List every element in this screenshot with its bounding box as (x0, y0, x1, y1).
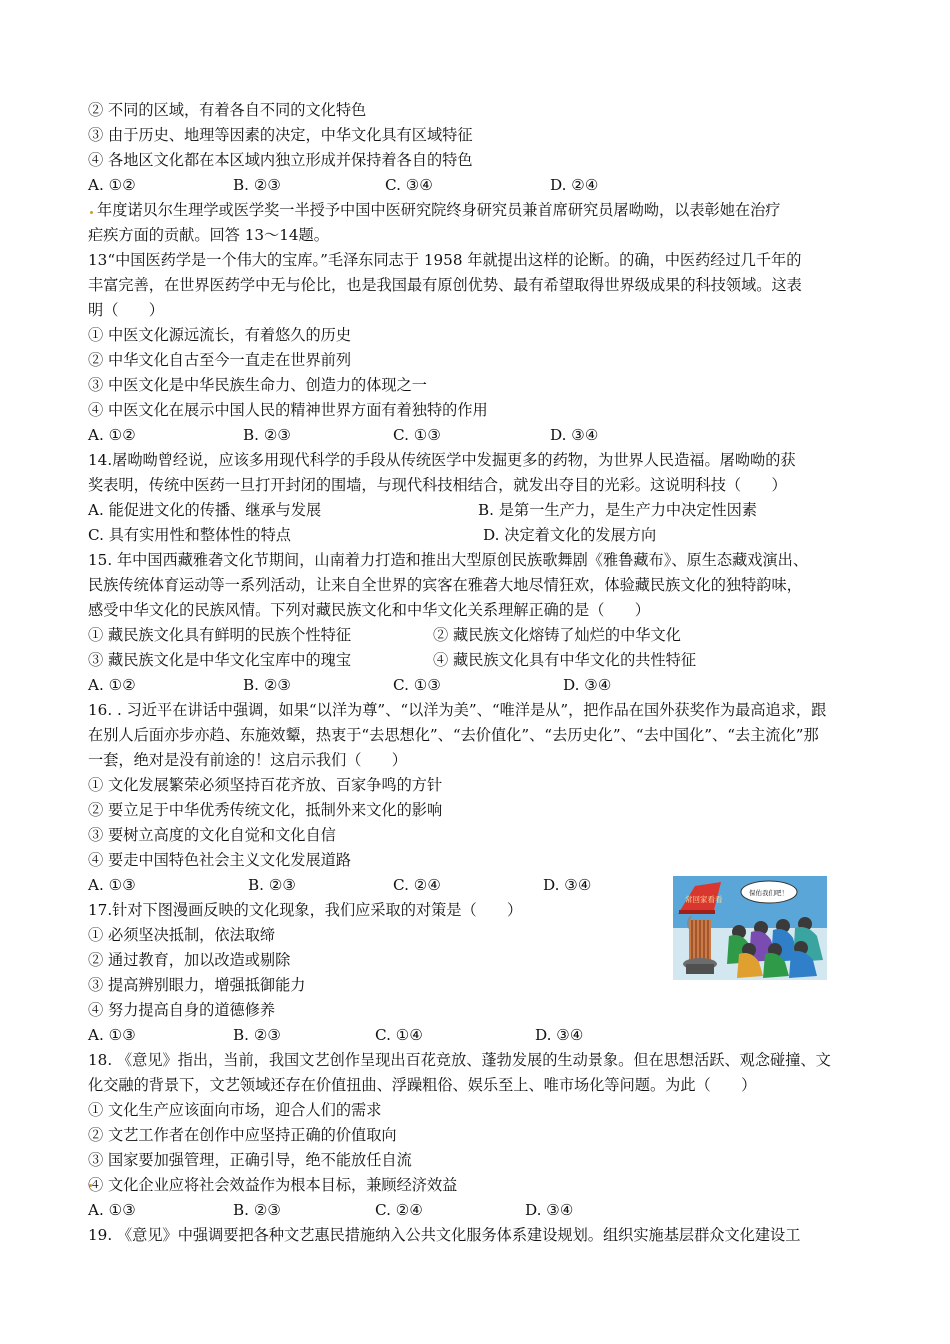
question-16-stem: 在别人后面亦步亦趋、东施效颦，热衷于“去思想化”、“去价值化”、“去历史化”、“去中国化”、“去主流化”那 (88, 726, 819, 744)
option-c: C. ①③ (393, 426, 441, 444)
question-13-stem: 明（ ） (88, 301, 164, 319)
statement: ② 中华文化自古至今一直走在世界前列 (88, 351, 352, 369)
statement: ④ 藏民族文化具有中华文化的共性特征 (433, 651, 697, 669)
option-b: B. ②③ (233, 1201, 282, 1219)
option-d: D. ③④ (543, 876, 592, 894)
statement: ① 必须坚决抵制，依法取缔 (88, 926, 276, 944)
option-d: D. ②④ (550, 176, 599, 194)
option-a: A. ①② (88, 426, 136, 444)
option-c: C. ②④ (393, 876, 441, 894)
statement: ③ 国家要加强管理，正确引导，绝不能放任自流 (88, 1151, 412, 1169)
option-b: B. 是第一生产力，是生产力中决定性因素 (478, 501, 758, 519)
option-c: C. 具有实用性和整体性的特点 (88, 526, 291, 544)
statement: ④ 要走中国特色社会主义文化发展道路 (88, 851, 352, 869)
option-c: C. ③④ (385, 176, 433, 194)
question-19-stem: 19. 《意见》中强调要把各种文艺惠民措施纳入公共文化服务体系建设规划。组织实施基层群众文化建设工 (88, 1226, 801, 1244)
statement: ③ 提高辨别眼力，增强抵御能力 (88, 976, 306, 994)
option-c: C. ②④ (375, 1201, 423, 1219)
option-c: C. ①④ (375, 1026, 423, 1044)
option-a: A. 能促进文化的传播、继承与发展 (88, 501, 322, 519)
question-16-stem: 16. . 习近平在讲话中强调，如果“以洋为尊”、“以洋为美”、“唯洋是从”，把作品在国外获奖作为最高追求，跟 (88, 701, 827, 719)
question-17-stem: 17.针对下图漫画反映的文化现象，我们应采取的对策是（ ） (88, 901, 523, 919)
question-15-stem: 感受中华文化的民族风情。下列对藏民族文化和中华文化关系理解正确的是（ ） (88, 601, 650, 619)
bubble-text: 保佑我们吧！ (749, 889, 788, 897)
option-b: B. ②③ (243, 426, 292, 444)
statement: ② 文艺工作者在创作中应坚持正确的价值取向 (88, 1126, 397, 1144)
question-intro: 疟疾方面的贡献。回答 13～14题。 (88, 226, 329, 244)
statement: ① 文化发展繁荣必须坚持百花齐放、百家争鸣的方针 (88, 776, 443, 794)
statement: ② 通过教育，加以改造或剔除 (88, 951, 291, 969)
sign-text: 常回家看看 (685, 895, 723, 904)
scan-speck (90, 211, 93, 214)
option-a: A. ①③ (88, 1201, 136, 1219)
option-b: B. ②③ (233, 176, 282, 194)
option-a: A. ①② (88, 676, 136, 694)
statement: ① 藏民族文化具有鲜明的民族个性特征 (88, 626, 352, 644)
option-b: B. ②③ (248, 876, 297, 894)
question-intro: 年度诺贝尔生理学或医学奖一半授予中国中医研究院终身研究员兼首席研究员屠呦呦，以表彰她在治疗 (97, 201, 781, 219)
statement: ④ 中医文化在展示中国人民的精神世界方面有着独特的作用 (88, 401, 488, 419)
text-line: ④ 各地区文化都在本区域内独立形成并保持着各自的特色 (88, 151, 473, 169)
statement: ③ 藏民族文化是中华文化宝库中的瑰宝 (88, 651, 352, 669)
option-d: D. ③④ (550, 426, 599, 444)
question-14-stem: 14.屠呦呦曾经说，应该多用现代科学的手段从传统医学中发掘更多的药物，为世界人民造福。屠呦呦的获 (88, 451, 796, 469)
question-15-stem: 15. 年中国西藏雅砻文化节期间，山南着力打造和推出大型原创民族歌舞剧《雅鲁藏布》、原生态藏戏演出、 (88, 551, 809, 569)
option-a: A. ①② (88, 176, 136, 194)
question-14-stem: 奖表明，传统中医药一旦打开封闭的围墙，与现代科技相结合，就发出夺目的光彩。这说明科技（ ） (88, 476, 787, 494)
option-b: B. ②③ (243, 676, 292, 694)
text-line: ③ 由于历史、地理等因素的决定，中华文化具有区域特征 (88, 126, 473, 144)
option-d: D. ③④ (535, 1026, 584, 1044)
question-13-stem: 丰富完善，在世界医药学中无与伦比，也是我国最有原创优势、最有希望取得世界级成果的科技领域。这表 (88, 276, 802, 294)
option-a: A. ①③ (88, 1026, 136, 1044)
option-b: B. ②③ (233, 1026, 282, 1044)
statement: ① 文化生产应该面向市场，迎合人们的需求 (88, 1101, 382, 1119)
statement: ① 中医文化源远流长，有着悠久的历史 (88, 326, 352, 344)
option-d: D. 决定着文化的发展方向 (483, 526, 657, 544)
option-d: D. ③④ (525, 1201, 574, 1219)
statement: ④ 文化企业应将社会效益作为根本目标，兼顾经济效益 (88, 1176, 458, 1194)
statement: ② 要立足于中华优秀传统文化，抵制外来文化的影响 (88, 801, 443, 819)
question-13-stem: 13“中国医药学是一个伟大的宝库。”毛泽东同志于 1958 年就提出这样的论断。的确，中医药经过几千年的 (88, 251, 802, 269)
statement: ③ 要树立高度的文化自觉和文化自信 (88, 826, 336, 844)
cartoon-illustration (673, 876, 827, 980)
question-18-stem: 化交融的背景下，文艺领域还存在价值扭曲、浮躁粗俗、娱乐至上、唯市场化等问题。为此（ ） (88, 1076, 757, 1094)
option-a: A. ①③ (88, 876, 136, 894)
option-c: C. ①③ (393, 676, 441, 694)
option-d: D. ③④ (563, 676, 612, 694)
statement: ④ 努力提高自身的道德修养 (88, 1001, 276, 1019)
text-line: ② 不同的区域，有着各自不同的文化特色 (88, 101, 367, 119)
statement: ③ 中医文化是中华民族生命力、创造力的体现之一 (88, 376, 427, 394)
statement: ② 藏民族文化熔铸了灿烂的中华文化 (433, 626, 681, 644)
question-16-stem: 一套，绝对是没有前途的！这启示我们（ ） (88, 751, 407, 769)
question-18-stem: 18. 《意见》指出，当前，我国文艺创作呈现出百花竞放、蓬勃发展的生动景象。但在思想活跃、观念碰撞、文 (88, 1051, 831, 1069)
question-15-stem: 民族传统体育运动等一系列活动，让来自全世界的宾客在雅砻大地尽情狂欢，体验藏民族文化的独特韵味， (88, 576, 802, 594)
